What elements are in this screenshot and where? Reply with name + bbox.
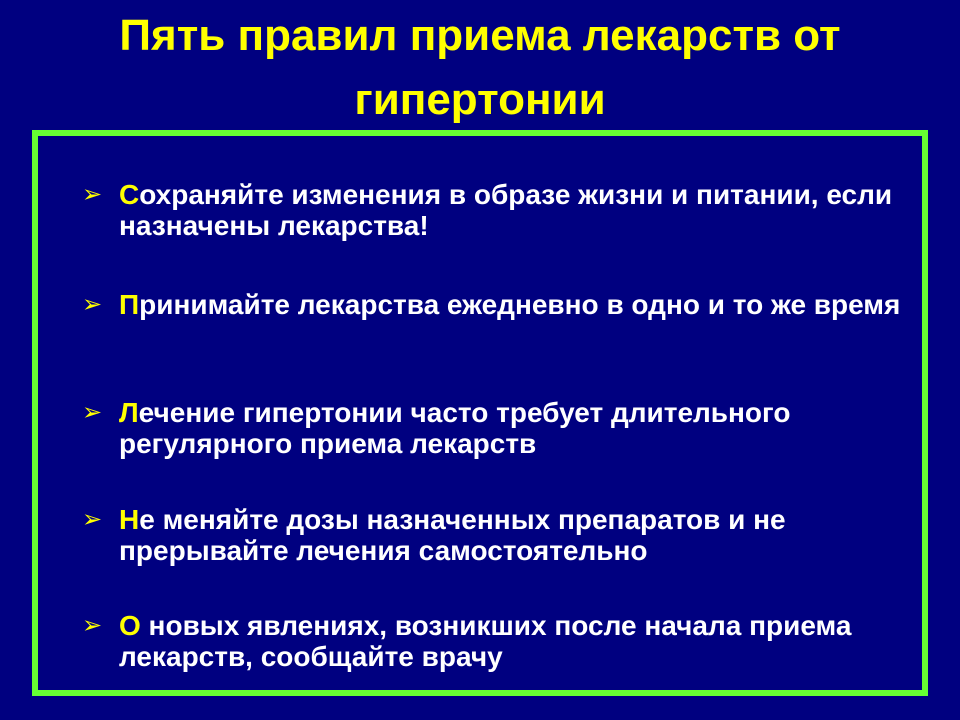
rule-text: [119, 397, 938, 459]
arrow-bullet-icon: ➢: [82, 291, 103, 318]
rule-body: охраняйте изменения в образе жизни и питании, если назначены лекарства!: [119, 179, 893, 241]
arrow-bullet-icon: ➢: [82, 181, 103, 208]
rule-body: ечение гипертонии часто требует длительного регулярного приема лекарств: [119, 397, 791, 459]
rule-initial: Л: [119, 397, 139, 428]
rule-item: [82, 289, 938, 320]
arrow-bullet-icon: ➢: [82, 399, 103, 426]
rule-initial: О: [119, 610, 141, 641]
arrow-bullet-icon: ➢: [82, 506, 103, 533]
rule-item: [82, 504, 938, 566]
rule-text: [119, 179, 938, 241]
rule-text: [119, 289, 938, 320]
rule-initial: С: [119, 179, 140, 210]
rule-text: [119, 610, 938, 672]
rule-body: новых явлениях, возникших после начала приема лекарств, сообщайте врачу: [119, 610, 852, 672]
rule-body: ринимайте лекарства ежедневно в одно и то же время: [139, 289, 901, 320]
rule-initial: Н: [119, 504, 140, 535]
rule-item: [82, 179, 938, 241]
rules-frame: [32, 130, 928, 696]
rule-text: [119, 504, 938, 566]
rule-initial: П: [119, 289, 140, 320]
rule-body: е меняйте дозы назначенных препаратов и не прерывайте лечения самостоятельно: [119, 504, 786, 566]
slide-title: Пять правил приема лекарств от гипертонии: [119, 11, 841, 124]
rule-item: [82, 397, 938, 459]
arrow-bullet-icon: ➢: [82, 612, 103, 639]
rule-item: [82, 610, 938, 672]
